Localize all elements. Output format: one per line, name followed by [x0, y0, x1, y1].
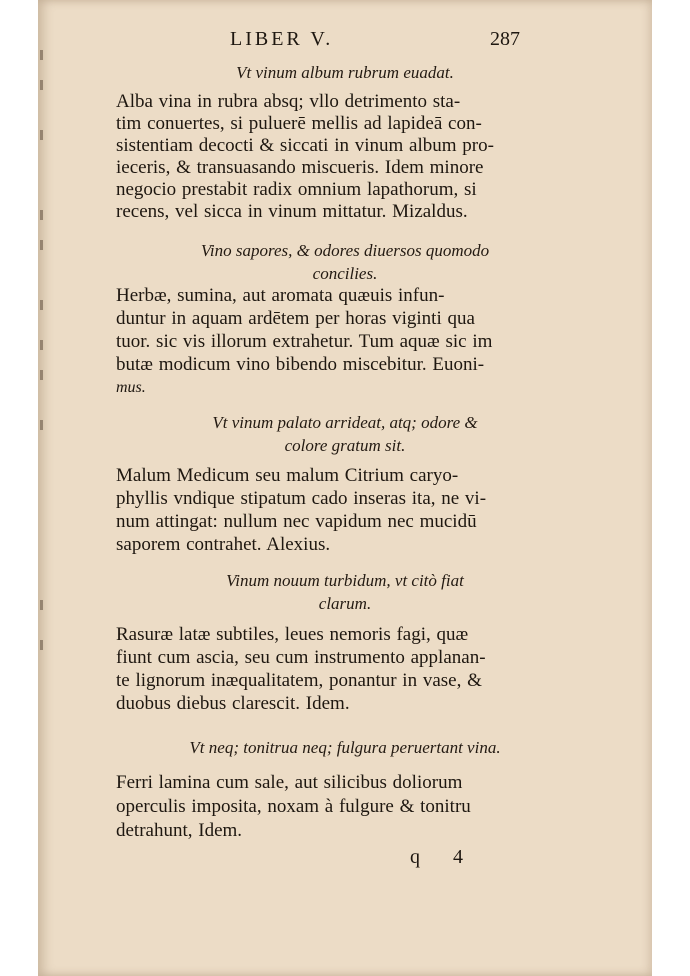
section-heading: concilies.	[312, 264, 378, 283]
page-header	[38, 28, 652, 58]
body-line: duntur in aquam ardētem per horas viginti qua	[116, 308, 475, 329]
body-line: butæ modicum vino bibendo miscebitur. Euoni-	[116, 354, 485, 375]
body-line: Ferri lamina cum sale, aut silicibus doliorum	[116, 772, 463, 793]
gutter-bleed-marks	[40, 40, 48, 660]
body-line: sistentiam decocti & siccati in vinum album pro-	[116, 135, 494, 156]
body-line: negocio prestabit radix omnium lapathorum, si	[116, 179, 477, 200]
body-line: saporem contrahet. Alexius.	[116, 534, 331, 555]
section-heading: Vinum nouum turbidum, vt citò fiat	[226, 571, 464, 590]
page-number: 287	[490, 28, 520, 50]
body-line: Herbæ, sumina, aut aromata quæuis infun-	[116, 285, 445, 306]
body-line: recens, vel sicca in vinum mittatur. Mizaldus.	[116, 201, 468, 222]
section-heading: clarum.	[318, 594, 372, 613]
body-line: fiunt cum ascia, seu cum instrumento applanan-	[116, 647, 486, 668]
body-line: num attingat: nullum nec vapidum nec mucidū	[116, 511, 477, 532]
body-line: mus.	[116, 379, 146, 396]
body-line: ieceris, & transuasando miscueris. Idem minore	[116, 157, 484, 178]
body-line: Malum Medicum seu malum Citrium caryo-	[116, 465, 459, 486]
section-heading: Vt vinum palato arrideat, atq; odore &	[212, 413, 478, 432]
body-line: Rasuræ latæ subtiles, leues nemoris fagi, quæ	[116, 624, 469, 645]
book-page	[38, 0, 652, 976]
section-heading: Vt vinum album rubrum euadat.	[236, 63, 454, 82]
section-heading: Vino sapores, & odores diuersos quomodo	[200, 241, 490, 260]
body-line: te lignorum inæqualitatem, ponantur in vase, &	[116, 670, 482, 691]
signature-mark: q 4	[410, 846, 477, 868]
body-line: operculis imposita, noxam à fulgure & tonitru	[116, 796, 471, 817]
body-line: tim conuertes, si puluerē mellis ad lapideā con-	[116, 113, 482, 134]
body-line: Alba vina in rubra absq; vllo detrimento sta-	[116, 91, 461, 112]
body-line: detrahunt, Idem.	[116, 820, 243, 841]
body-line: duobus diebus clarescit. Idem.	[116, 693, 350, 714]
running-head: LIBER V.	[230, 28, 334, 50]
body-line: phyllis vndique stipatum cado inseras ita, ne vi-	[116, 488, 487, 509]
section-heading: colore gratum sit.	[284, 436, 406, 455]
section-heading: Vt neq; tonitrua neq; fulgura peruertant vina.	[189, 738, 501, 757]
body-line: tuor. sic vis illorum extrahetur. Tum aquæ sic im	[116, 331, 493, 352]
